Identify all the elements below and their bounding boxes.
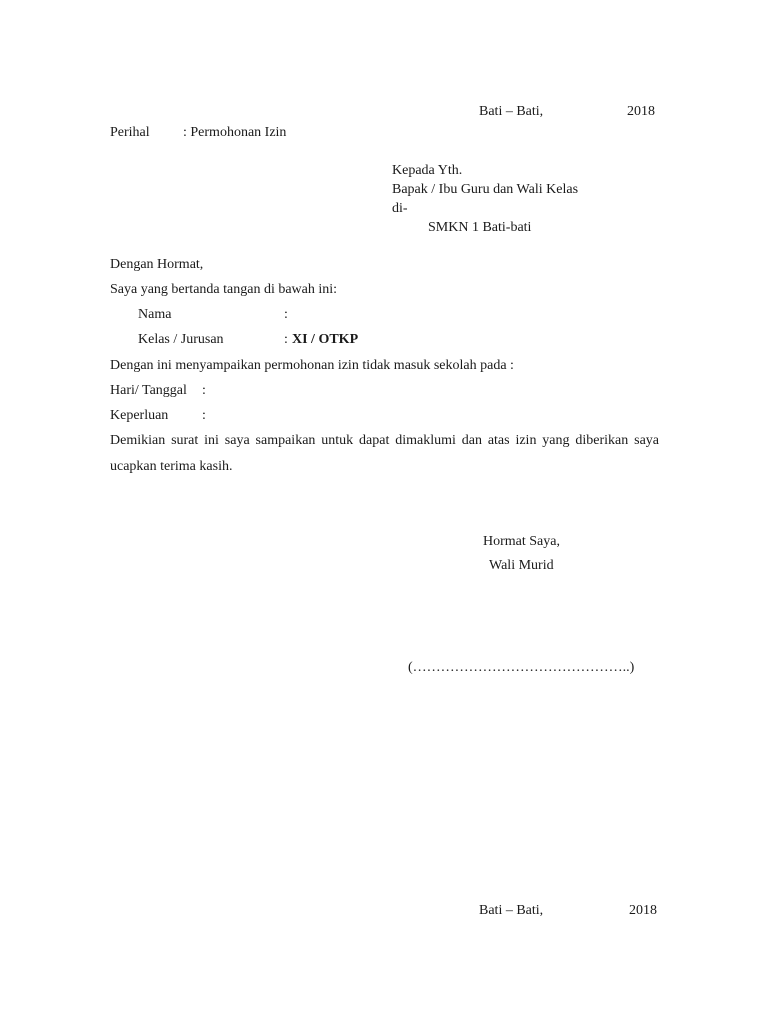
closing-paragraph: Demikian surat ini saya sampaikan untuk dapat dimaklumi dan atas izin yang diberikan saya ucapkan terima kasih. xyxy=(110,433,659,474)
recipient-line-3: di- xyxy=(392,201,408,216)
place-date: Bati – Bati, xyxy=(479,104,544,119)
signature-blank: (………………………………………..) xyxy=(408,660,635,675)
footer-place-date: Bati – Bati, xyxy=(479,903,544,918)
regards-text: Hormat Saya, xyxy=(483,534,560,549)
day-date-colon: : xyxy=(202,383,206,398)
request-sentence: Dengan ini menyampaikan permohonan izin tidak masuk sekolah pada : xyxy=(110,358,514,373)
class-label: Kelas / Jurusan xyxy=(138,332,224,347)
class-value: XI / OTKP xyxy=(292,332,359,347)
name-label: Nama xyxy=(138,307,172,322)
recipient-line-2: Bapak / Ibu Guru dan Wali Kelas xyxy=(392,182,579,197)
day-date-label: Hari/ Tanggal xyxy=(110,383,187,398)
greeting: Dengan Hormat, xyxy=(110,257,204,272)
subject-label: Perihal xyxy=(110,125,150,140)
purpose-label: Keperluan xyxy=(110,408,169,423)
name-colon: : xyxy=(284,307,288,322)
letter-year: 2018 xyxy=(627,104,655,119)
class-colon: : xyxy=(284,332,288,347)
subject-value: : Permohonan Izin xyxy=(183,125,287,140)
signer-role: Wali Murid xyxy=(489,558,554,573)
footer-year: 2018 xyxy=(629,903,657,918)
recipient-line-1: Kepada Yth. xyxy=(392,163,463,178)
recipient-school: SMKN 1 Bati-bati xyxy=(428,220,532,235)
intro-sentence: Saya yang bertanda tangan di bawah ini: xyxy=(110,282,338,297)
purpose-colon: : xyxy=(202,408,206,423)
